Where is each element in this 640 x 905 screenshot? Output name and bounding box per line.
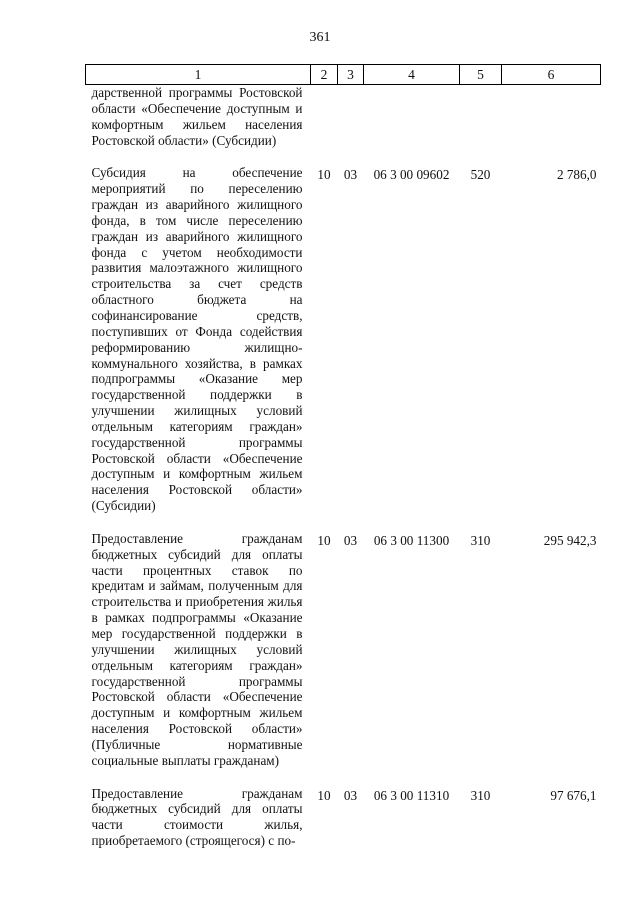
row-subsection: 03 (343, 167, 358, 183)
row-amount: 2 786,0 (556, 167, 597, 183)
header-col-1: 1 (86, 65, 311, 85)
row-target-code: 06 3 00 11300 (373, 532, 450, 548)
header-col-3: 3 (338, 65, 364, 85)
row-description: дарственной программы Ростовской области «Обеспечение доступным и комфортным жильем населения Ростовской области» (Субсидии) (91, 85, 303, 148)
row-section (311, 85, 338, 166)
row-amount: 295 942,3 (543, 532, 597, 548)
row-expense-type: 310 (470, 532, 491, 548)
row-amount (502, 85, 601, 166)
row-target-code: 06 3 00 09602 (373, 167, 450, 183)
row-target-code (364, 85, 460, 166)
row-expense-type (460, 85, 502, 166)
page-number: 361 (309, 30, 331, 45)
budget-table (85, 64, 601, 849)
row-amount: 97 676,1 (550, 787, 597, 803)
row-section: 10 (317, 532, 331, 548)
row-description: Субсидия на обеспечение мероприятий по переселению граждан из аварийного жилищного фонда, в том числе переселению граждан из аварийного жилищного фонда с учетом необходимости развития малоэтажного жилищного строительства за счет средств областного бюджета на софинансирование средств, поступивших от Фонда содействия реформированию жилищно-коммунального хозяйства, в рамках подпрограммы «Оказание мер государственной поддержки в улучшении жилищных условий отдельным категориям граждан» государственной программы Ростовской области «Обеспечение доступным и комфортным жильем населения Ростовской области» (Субсидии) (91, 165, 303, 514)
header-col-4: 4 (364, 65, 460, 85)
table-row (86, 786, 601, 849)
row-subsection: 03 (343, 532, 358, 548)
row-section: 10 (317, 167, 331, 183)
row-description: Предоставление гражданам бюджетных субсидий для оплаты части процентных ставок по кредитам и займам, полученным для строительства и приобретения жилья в рамках подпрограммы «Оказание мер государственной поддержки в улучшении жилищных условий отдельным категориям граждан» государственной программы Ростовской области «Обеспечение доступным и комфортным жильем населения Ростовской области» (Публичные нормативные социальные выплаты гражданам) (91, 530, 303, 768)
table-header-row (86, 65, 601, 85)
row-expense-type: 520 (470, 167, 491, 183)
header-col-5: 5 (460, 65, 502, 85)
table-row (86, 165, 601, 531)
row-target-code: 06 3 00 11310 (373, 787, 450, 803)
header-col-6: 6 (502, 65, 601, 85)
row-section: 10 (317, 787, 331, 803)
row-subsection: 03 (343, 787, 358, 803)
row-expense-type: 310 (470, 787, 491, 803)
header-col-2: 2 (311, 65, 338, 85)
table-row (86, 531, 601, 786)
row-subsection (338, 85, 364, 166)
table-row (86, 85, 601, 166)
row-description: Предоставление гражданам бюджетных субсидий для оплаты части стоимости жилья, приобретаемого (строящегося) с по- (91, 785, 303, 849)
